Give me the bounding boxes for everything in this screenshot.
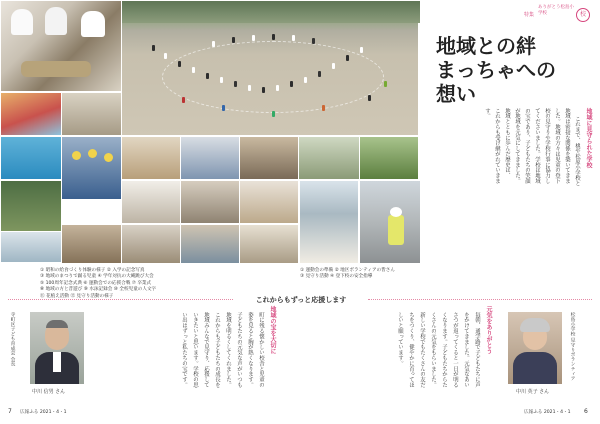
right-profile-name: 中川 英子 さん xyxy=(516,389,550,395)
photo-classroom xyxy=(61,92,122,136)
photo-garden xyxy=(359,136,419,180)
series-label: ありがとう松島小学校 xyxy=(538,5,574,16)
photo-line-of-kids xyxy=(180,136,240,180)
section-rule-left xyxy=(8,299,233,300)
photo-teacher xyxy=(239,180,299,224)
photo-building xyxy=(298,136,360,180)
footer-right-issue: 広報ふる 2021・4・1 xyxy=(524,410,571,415)
photo-crowd xyxy=(239,136,299,180)
footer-left-page-number: 7 xyxy=(8,408,12,415)
section-banner: これからもずっと応援します xyxy=(255,296,347,304)
right-profile-org: 松島小学校 見守りボランティア xyxy=(569,312,575,381)
left-profile-org: 寺町区子ども育成会 会長 xyxy=(9,312,15,367)
left-essay: 地域の宝を大切に 町に残る懐かしい校舎と児童の 姿を見ると胸が熱くなります。 子どもたちの元気な声がいつも 地域を明るくしてくれました。 これからも子どもたちの成長を 地域みんなで見守り、応援して いきたいと思います。学校の思 い出はずっと私たちの宝です。 xyxy=(181,306,276,388)
right-body-text: 地域に見守られた学校 これまで、桃や松原小学校と 地域は密接な関係を築いてきま した。地域の方々は児童の登下 校の見守りや学校行事に協力し てくださいました。学校は地域 の宝であり、子どもたちの笑顔 が地域を元気にしてきました。 地域とともに歩んだ歴史は、 これからも受け継がれていきま す。 xyxy=(484,108,592,187)
left-profile-name: 中川 信男 さん xyxy=(32,389,66,395)
photo-table xyxy=(121,224,181,264)
footer-right-page-number: 6 xyxy=(584,408,588,415)
photo-meeting xyxy=(180,180,240,224)
feature-tag: 特集 xyxy=(524,12,535,18)
photo-sports-day xyxy=(299,180,359,264)
photo-swimming xyxy=(0,136,62,180)
photo-banner xyxy=(121,180,181,224)
photo-kitchen xyxy=(0,0,122,92)
footer-left-issue: 広報ふる 2021・4・1 xyxy=(20,410,67,415)
title-line-2: まっちゃへの xyxy=(436,58,556,82)
left-essay-heading: 地域の宝を大切に xyxy=(269,306,276,354)
right-essay-heading: 元気をありがとう xyxy=(485,306,492,354)
photo-parade xyxy=(0,231,62,263)
photo-hall xyxy=(239,224,299,264)
photo-children-hats xyxy=(61,136,122,200)
photo-tree xyxy=(0,180,62,232)
photo-street-guard xyxy=(359,180,421,264)
photo-work xyxy=(180,224,240,264)
avatar-left xyxy=(30,312,84,384)
avatar-right xyxy=(508,312,562,384)
photo-captions-right: ① 運動会の準備 ② 地区ボランティアの皆さん ③ 見守り活動 ④ 登下校の安全指導 xyxy=(300,268,395,280)
photo-captions-left: ① 昭和の給食づくり体験の様子 ② 入学の記念写真 ③ 地域のまつりで踊る児童 ④ 学年対抗の大縄跳び大会 ⑤ 100周年記念式典 ⑥ 運動会での応援合戦 ⑦ 卒業式 ⑧ 地域の方と昔遊び ⑨ 水泳記録会 ⑩ 全校児童の人文字 ⑪ 花植え活動 ⑫ 見守り活動の様子 xyxy=(40,268,157,299)
photo-group xyxy=(61,224,122,264)
title-line-3: 想い xyxy=(436,82,476,106)
photo-pool-slide xyxy=(0,92,62,136)
section-rule-right xyxy=(368,299,592,300)
title-line-1: 地域との絆 xyxy=(436,34,536,58)
page-title xyxy=(436,34,556,106)
photo-field-children xyxy=(121,0,419,136)
photo-festival xyxy=(121,136,181,180)
right-essay: 元気をありがとう 毎朝、通学路で子どもたちに声 をかけてきました。元気なあい さつが返ってくると一日が明る くなります。子どもたちからた くさんの元気をもらいました。 新しい学校でもたくさんの友だ ちをつくり、健やかに育ってほ しいと願っています。 xyxy=(397,306,492,388)
school-badge-icon: 校 xyxy=(576,8,590,22)
